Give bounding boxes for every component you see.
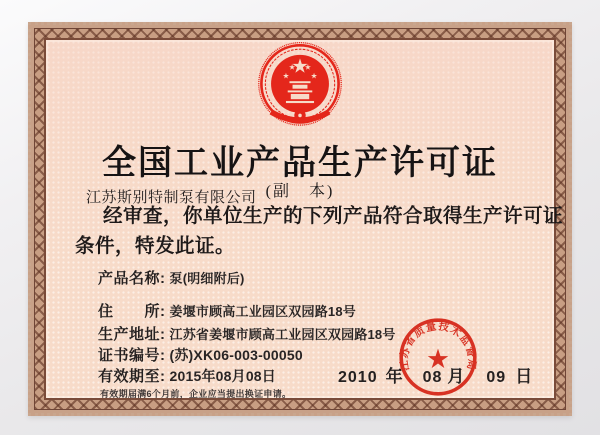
field-value: 江苏省姜堰市顾高工业园区双园路18号 [169,327,396,342]
field-value: 泵(明细附后) [169,271,245,286]
ornament-band [34,28,566,410]
field-value: 姜堰市顾高工业园区双园路18号 [169,304,356,319]
field-label: 证书编号: [98,347,166,364]
field-row-production-address [98,323,396,344]
certificate-paper [44,38,564,400]
field-label: 住 所: [98,303,166,320]
field-value: 2015年08月08日 [169,368,276,384]
issue-year: 2010 [338,369,378,386]
field-row-valid-until [98,365,276,386]
certificate-subtitle: (副 本) [265,183,335,200]
statement-line1: 经审查，你单位生产的下列产品符合取得生产许可证 [103,206,564,227]
seal-star-icon [428,349,449,369]
certificate-frame [28,22,572,416]
issue-month: 08 [422,369,443,386]
national-emblem-icon [256,40,344,140]
day-unit: 日 [515,367,533,386]
field-row-certificate-number [98,344,303,365]
field-value: (苏)XK06-003-00050 [169,347,303,363]
field-label: 产品名称: [98,270,166,287]
statement-line2: 条件，特发此证。 [75,236,236,257]
field-row-product-name [98,267,245,288]
seal-ring-text: 江苏省质量技术监督局 [399,321,477,372]
year-unit: 年 [385,367,403,386]
renewal-footnote: 有效期届满6个月前，企业应当提出换证申请。 [100,389,292,399]
field-label: 生产地址: [98,326,166,343]
issue-day: 09 [486,369,507,386]
field-row-address [98,300,356,321]
month-unit: 月 [447,367,465,386]
company-name: 江苏斯别特制泵有限公司 [86,190,257,206]
certificate-title: 全国工业产品生产许可证 [102,145,498,182]
official-seal [398,317,478,397]
svg-text:江苏省质量技术监督局 [398,319,478,373]
statement-paragraph [75,202,564,262]
field-label: 有效期至: [98,368,166,385]
